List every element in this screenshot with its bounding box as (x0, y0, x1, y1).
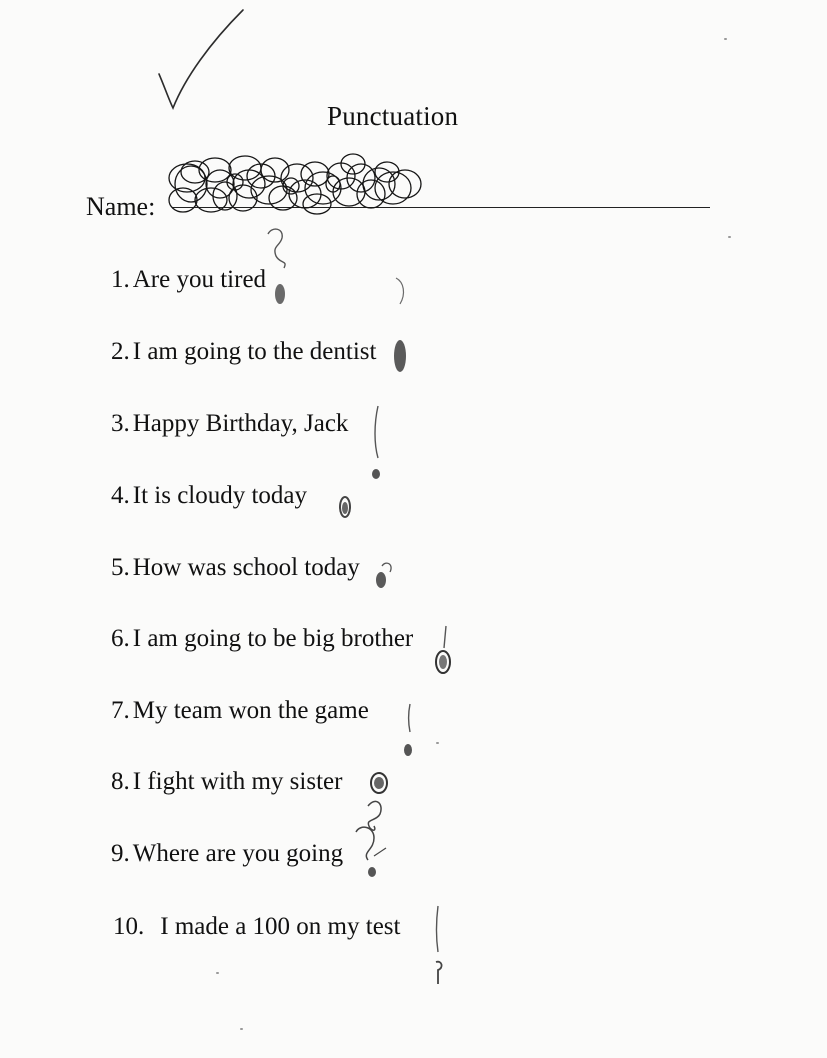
handwritten-exclamation-6 (434, 624, 456, 676)
item-number: 1. (111, 266, 130, 293)
item-text: Where are you going (132, 840, 344, 867)
item-text: My team won the game (132, 697, 369, 724)
item-number: 7. (111, 697, 130, 724)
item-number: 8. (111, 768, 130, 795)
checkmark-icon (155, 8, 250, 113)
handwritten-exclamation-10 (428, 902, 450, 988)
item-number: 9. (111, 840, 130, 867)
name-scribble-redaction (165, 148, 427, 220)
item-number: 2. (111, 338, 130, 365)
name-label: Name: (86, 192, 156, 221)
item-number: 10. (113, 913, 145, 940)
name-row (86, 192, 155, 222)
item-text: I am going to the dentist (132, 338, 377, 365)
item-text: I fight with my sister (132, 768, 343, 795)
item-number: 5. (111, 554, 130, 581)
handwritten-period-4 (336, 494, 354, 520)
paper-speck (240, 1028, 243, 1030)
handwritten-question-mark-9 (350, 796, 390, 882)
handwritten-question-mark-5 (372, 558, 396, 592)
item-text: How was school today (132, 554, 360, 581)
paper-speck (436, 742, 439, 744)
item-text: Are you tired (132, 266, 267, 293)
sentence-item-7 (111, 697, 369, 725)
sentence-item-4 (111, 482, 307, 510)
handwritten-period-8 (368, 770, 390, 796)
sentence-item-3 (111, 410, 348, 438)
sentence-item-6 (111, 625, 413, 653)
sentence-item-2 (111, 338, 376, 366)
paper-speck (216, 972, 219, 974)
worksheet-title: Punctuation (327, 101, 459, 131)
item-number: 3. (111, 410, 130, 437)
paper-speck (728, 236, 731, 238)
sentence-item-1 (111, 266, 266, 294)
item-number: 6. (111, 625, 130, 652)
handwritten-exclamation-7 (400, 702, 420, 762)
item-number: 4. (111, 482, 130, 509)
handwritten-exclamation-3 (368, 404, 388, 484)
item-text: It is cloudy today (132, 482, 308, 509)
sentence-item-8 (111, 768, 342, 796)
sentence-item-5 (111, 554, 360, 582)
handwritten-period-2 (390, 276, 416, 380)
item-text: I made a 100 on my test (160, 913, 401, 940)
sentence-item-10 (113, 913, 400, 941)
paper-speck (724, 38, 727, 40)
handwritten-question-mark-1 (262, 226, 292, 314)
item-text: I am going to be big brother (132, 625, 414, 652)
sentence-item-9 (111, 840, 343, 868)
item-text: Happy Birthday, Jack (132, 410, 349, 437)
